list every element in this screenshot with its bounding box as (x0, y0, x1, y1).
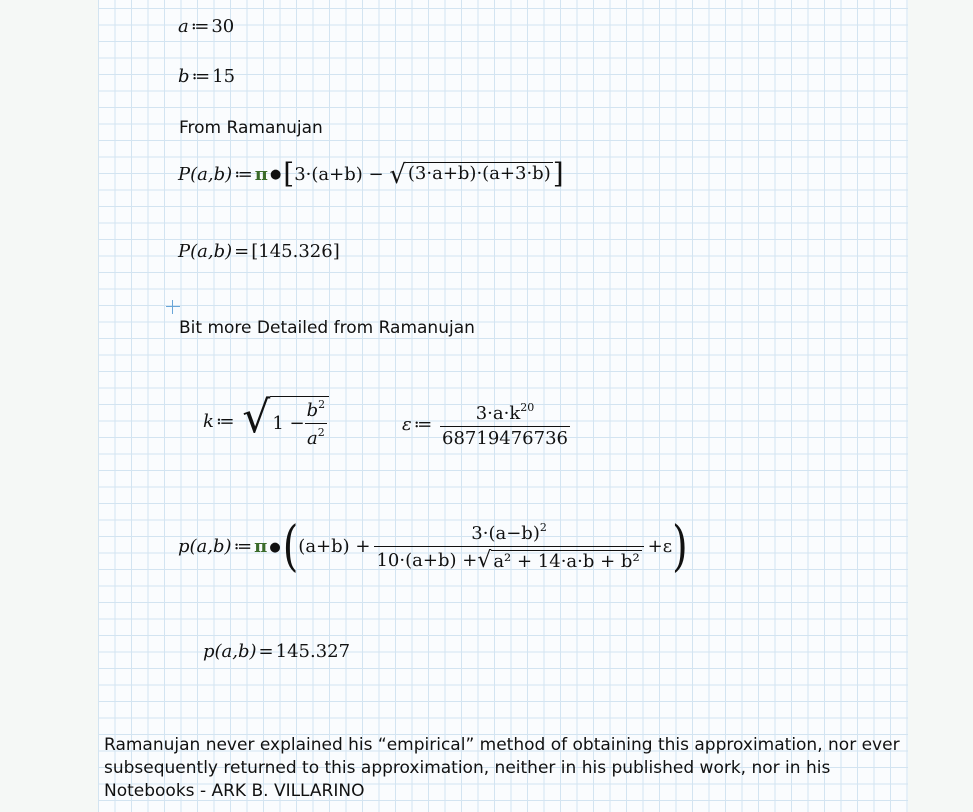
heading-detailed[interactable]: Bit more Detailed from Ramanujan (179, 318, 475, 338)
k-one-minus: 1 − (272, 412, 305, 434)
eps-fraction (440, 402, 570, 448)
p-fraction (374, 522, 643, 572)
P-result-value: [145.326] (251, 241, 340, 262)
k-sqrt: √ 1 − $\frac{b^2}{a^2}$ (242, 396, 329, 448)
eps-lhs: ε (402, 414, 412, 435)
p-num: 3·(a−b) (471, 523, 540, 544)
result-P[interactable] (178, 243, 340, 261)
open-bracket: [ (283, 157, 295, 190)
eps-den: 68719476736 (442, 428, 568, 449)
assign-op: ≔ (215, 411, 235, 432)
b-value: 15 (212, 66, 236, 87)
p-den-pre: 10·(a+b) + (376, 550, 478, 571)
define-epsilon[interactable] (402, 402, 570, 448)
pi-constant: π (254, 164, 268, 185)
P-term1: 3·(a+b) − (294, 164, 384, 185)
p-den-sqrt: √ a² + 14·a·b + b² (477, 548, 640, 573)
close-paren: ) (672, 515, 688, 579)
close-bracket: ] (552, 157, 564, 190)
p-tail: +ε (647, 536, 673, 557)
p-lhs: p(a,b) (178, 536, 232, 557)
eps-exponent: 20 (520, 401, 535, 414)
formula-p-definition[interactable]: p(a,b) ≔ π ● ( (a+b) + $3\cdot(a-b)^2$ 10·(a+b) + √ a² + 14·a·b + b² +ε ) (178, 515, 688, 579)
eps-num: 3·a·k (475, 403, 521, 424)
p-lhs: p(a,b) (203, 641, 257, 662)
heading-from-ramanujan[interactable]: From Ramanujan (179, 118, 323, 138)
pi-constant: π (254, 536, 268, 557)
equals-op: = (234, 241, 250, 262)
quote-villarino[interactable]: Ramanujan never explained his “empirical” method of obtaining this approximation, nor ever subsequently returned to this approximation, neither in his published work, nor in his Notebooks - ARK B. VILLARINO (104, 735, 900, 801)
crosshair-cursor-icon (166, 300, 180, 314)
k-num: b (306, 400, 319, 421)
a-value: 30 (211, 16, 235, 37)
formula-P-definition[interactable]: P(a,b) ≔ π ●[3·(a+b) − √ (3·a+b)·(a+3·b) ] (178, 157, 564, 190)
p-num-exponent: 2 (539, 521, 547, 534)
k-lhs: k (203, 411, 214, 432)
sqrt-term: √ (3·a+b)·(a+3·b) (389, 160, 551, 190)
open-paren: ( (282, 515, 299, 579)
assign-op: ≔ (191, 66, 211, 87)
k-fraction: $\frac{b^2}{a^2}$ (306, 398, 326, 449)
assign-op: ≔ (190, 16, 210, 37)
p-result-value: 145.327 (275, 641, 351, 662)
equals-op: = (258, 641, 274, 662)
assign-op: ≔ (413, 414, 433, 435)
k-den: a (306, 428, 318, 449)
p-term1: (a+b) + (298, 536, 371, 557)
define-a[interactable] (178, 18, 234, 36)
result-p[interactable] (203, 643, 350, 661)
assign-op: ≔ (233, 536, 253, 557)
define-b[interactable] (178, 68, 235, 86)
var-a: a (178, 16, 189, 37)
p-den-radicand: a² + 14·a·b + b² (493, 551, 640, 572)
sqrt-radicand: (3·a+b)·(a+3·b) (406, 162, 553, 188)
P-lhs: P(a,b) (178, 164, 233, 185)
var-b: b (178, 66, 190, 87)
define-k[interactable] (203, 392, 329, 449)
assign-op: ≔ (234, 164, 253, 185)
P-lhs: P(a,b) (178, 241, 233, 262)
